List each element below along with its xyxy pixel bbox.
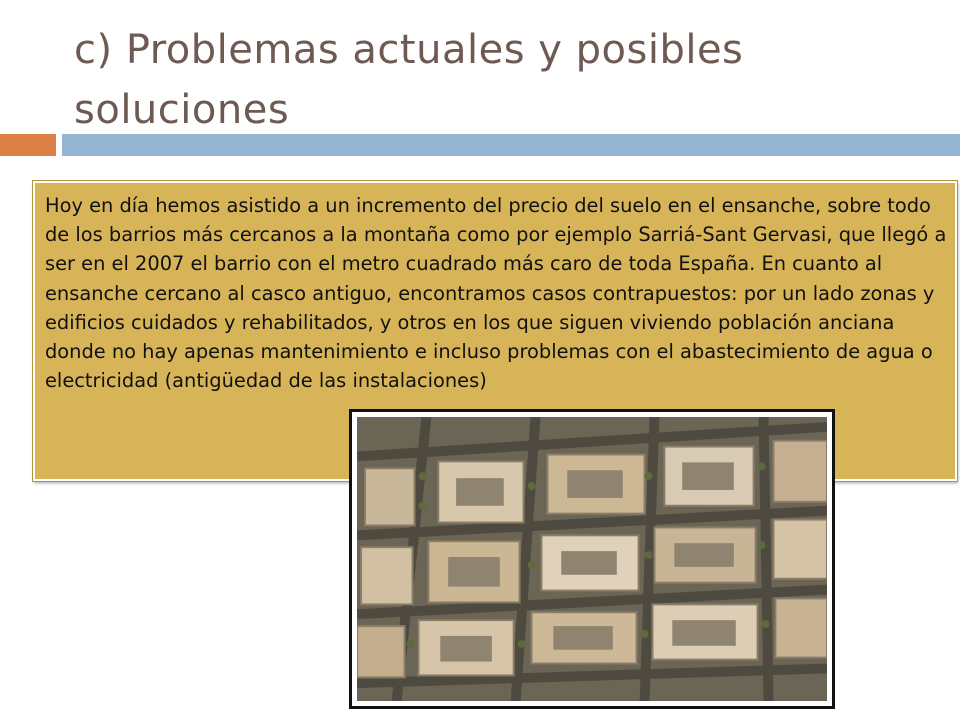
body-text: Hoy en día hemos asistido a un incremento del precio del suelo en el ensanche, sobre todo de los barrios más cercanos a la montaña como por ejemplo Sarriá-Sant Gervasi, que llegó a ser en el 2007 el barrio con el metro cuadrado más caro de toda España. En cuanto al ensanche cercano al casco antiguo, encontramos casos contrapuestos: por un lado zonas y edificios cuidados y rehabilitados, y otros en los que siguen viviendo población anciana donde no hay apenas mantenimiento e incluso problemas con el abastecimiento de agua o electricidad (antigüedad de las instalaciones) [45,194,947,393]
aerial-photo-frame [349,409,835,709]
aerial-photo-city-blocks [357,417,827,701]
accent-bar-blue [62,134,960,156]
accent-bar-orange [0,134,56,156]
slide-title: c) Problemas actuales y posibles soluciones [74,27,744,133]
